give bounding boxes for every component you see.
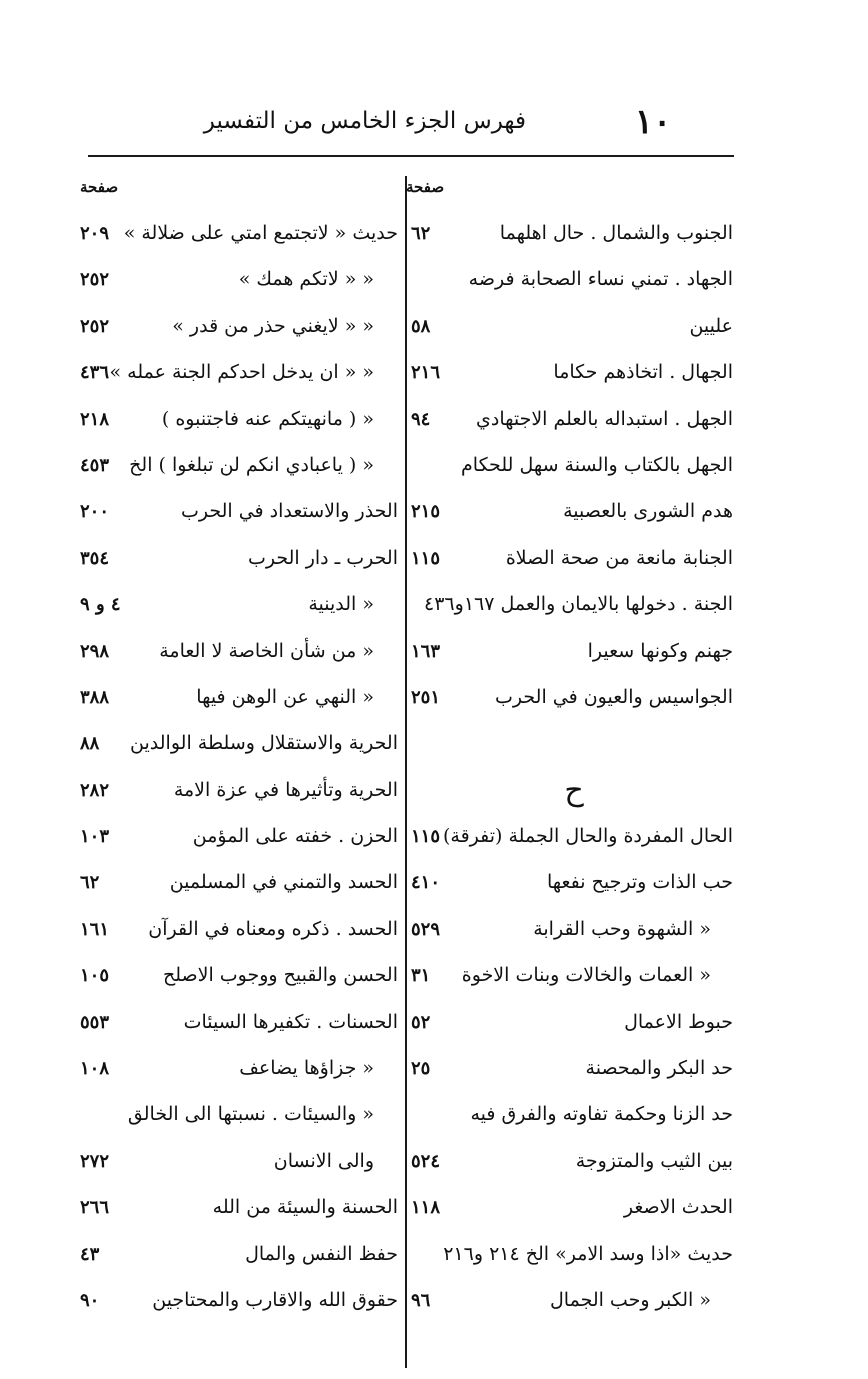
index-entry: [78, 724, 402, 770]
entry-page-number: ٦٢: [80, 872, 100, 894]
entry-text: الجهل . استبداله بالعلم الاجتهادي: [475, 407, 733, 430]
entry-text: حبوط الاعمال: [624, 1010, 733, 1033]
entry-text: الحسد والتمني في المسلمين: [169, 871, 398, 894]
entry-page-number: ١١٥: [411, 826, 441, 848]
index-entry: [409, 956, 739, 1002]
index-entry: [78, 632, 402, 678]
section-letter: [409, 771, 739, 817]
entry-page-number: ١٠٨: [80, 1058, 110, 1080]
entry-text: الحذر والاستعداد في الحرب: [180, 500, 398, 523]
entry-page-number: ١٠٣: [80, 826, 110, 848]
index-entry: [78, 260, 402, 306]
entry-text: الحسن والقبيح ووجوب الاصلح: [162, 964, 398, 987]
index-entry: [78, 771, 402, 817]
entry-page-number: ٤٣٦: [80, 362, 110, 384]
entry-page-number: ١١٥: [411, 547, 441, 569]
entry-text: « النهي عن الوهن فيها: [196, 685, 374, 708]
entry-text: حفظ النفس والمال: [245, 1242, 398, 1265]
index-entry: [78, 1003, 402, 1049]
entry-page-number: ٩٦: [411, 1289, 431, 1311]
index-entry: [78, 1281, 402, 1327]
index-entry: [409, 1188, 739, 1234]
header-rule: [88, 155, 734, 157]
index-entry: [78, 1188, 402, 1234]
entry-text: حد الزنا وحكمة تفاوته والفرق فيه: [470, 1103, 733, 1126]
entry-text: الحسنة والسيئة من الله: [212, 1196, 398, 1219]
index-entry: [78, 956, 402, 1002]
entry-text: الجواسيس والعيون في الحرب: [495, 685, 733, 708]
entry-page-number: ٥٨: [411, 315, 431, 337]
entry-page-number: ٢٥: [411, 1058, 431, 1080]
entry-page-number: ٢٥١: [411, 686, 441, 708]
entry-page-number: ١٠٥: [80, 965, 110, 987]
entry-text: حب الذات وترجيح نفعها: [546, 871, 733, 894]
entry-page-number: ٢٩٨: [80, 640, 110, 662]
entry-text: ح: [564, 772, 584, 808]
entry-text: الحسنات . تكفيرها السيئات: [183, 1010, 398, 1033]
index-entry: [78, 1049, 402, 1095]
entry-page-number: ١١٨: [411, 1197, 441, 1219]
entry-page-number: ٤٣: [80, 1243, 100, 1265]
index-entry: [78, 492, 402, 538]
entry-text: والى الانسان: [273, 1149, 374, 1172]
index-entry: [409, 863, 739, 909]
entry-text: الجنة . دخولها بالايمان والعمل ١٦٧و٤٣٦: [424, 593, 733, 616]
entry-text: الجهل بالكتاب والسنة سهل للحكام: [461, 453, 733, 476]
entry-text: « من شأن الخاصة لا العامة: [159, 639, 374, 662]
index-entry: [409, 632, 739, 678]
entry-page-number: ٨٨: [80, 733, 100, 755]
index-entry: [78, 1142, 402, 1188]
index-entry: [78, 1095, 402, 1141]
index-entry: [78, 585, 402, 631]
column-divider: [405, 176, 407, 1368]
index-entry: [409, 446, 739, 492]
entry-text: حقوق الله والاقارب والمحتاجين: [152, 1288, 398, 1311]
entry-page-number: ٥٢: [411, 1011, 431, 1033]
index-entry: [409, 724, 739, 770]
entry-page-number: ٥٥٣: [80, 1011, 110, 1033]
entry-text: « والسيئات . نسبتها الى الخالق: [127, 1103, 374, 1126]
entry-text: الحرية وتأثيرها في عزة الامة: [173, 778, 398, 801]
index-entry: [409, 817, 739, 863]
entry-page-number: ٦٢: [411, 223, 431, 244]
entry-text: « العمات والخالات وبنات الاخوة: [461, 964, 711, 987]
entry-page-number: ٩٠: [80, 1289, 100, 1311]
index-entry: [409, 492, 739, 538]
index-entry: [78, 863, 402, 909]
index-entry: [409, 1095, 739, 1141]
index-entry: [409, 539, 739, 585]
entry-text: الجهال . اتخاذهم حكاما: [553, 361, 733, 384]
entry-text: الجنابة مانعة من صحة الصلاة: [505, 546, 733, 569]
index-entry: [78, 678, 402, 724]
page-number: ١٠: [634, 102, 672, 142]
entry-page-number: ١٦٣: [411, 640, 441, 662]
entry-text: حد البكر والمحصنة: [585, 1057, 733, 1080]
entry-text: الحدث الاصغر: [623, 1196, 733, 1219]
index-entry: [409, 400, 739, 446]
index-entry: [78, 910, 402, 956]
entry-text: هدم الشورى بالعصبية: [563, 500, 733, 523]
index-entry: [78, 400, 402, 446]
entry-text: « ( ياعبادي انكم لن تبلغوا ) الخ: [129, 453, 374, 476]
index-entry: [409, 214, 739, 260]
entry-page-number: ٢٥٢: [80, 315, 110, 337]
entry-text: بين الثيب والمتزوجة: [575, 1149, 733, 1172]
entry-page-number: ٢١٥: [411, 501, 441, 523]
page-title: فهرس الجزء الخامس من التفسير: [203, 108, 526, 134]
entry-page-number: ٢٠٠: [80, 501, 110, 523]
entry-page-number: ٢٨٢: [80, 779, 110, 801]
entry-text: الجنوب والشمال . حال اهلهما: [499, 222, 733, 244]
entry-page-number: ٥٢٩: [411, 918, 441, 940]
right-index-column: [409, 214, 739, 1327]
entry-text: حديث «اذا وسد الامر» الخ ٢١٤ و٢١٦: [443, 1242, 733, 1265]
index-entry: [78, 539, 402, 585]
left-index-column: [78, 214, 402, 1327]
index-entry: [409, 260, 739, 306]
entry-text: « الشهوة وحب القرابة: [533, 917, 711, 940]
index-entry: [409, 1235, 739, 1281]
entry-page-number: ٣٨٨: [80, 686, 110, 708]
entry-page-number: ١٦١: [80, 918, 110, 940]
entry-text: الحرية والاستقلال وسلطة الوالدين: [130, 732, 398, 755]
entry-page-number: ٤ و ٩: [80, 594, 121, 616]
entry-text: الحال المفردة والحال الجملة (تفرقة): [442, 825, 733, 848]
index-entry: [78, 353, 402, 399]
index-entry: [78, 307, 402, 353]
index-entry: [409, 585, 739, 631]
index-entry: [409, 1142, 739, 1188]
entry-text: الحرب ـ دار الحرب: [247, 546, 398, 569]
right-column-header: صفحة: [406, 178, 445, 196]
entry-text: « جزاؤها يضاعف: [239, 1057, 374, 1080]
entry-text: الجهاد . تمني نساء الصحابة فرضه: [468, 268, 733, 291]
entry-text: « الدينية: [308, 593, 374, 616]
entry-page-number: ٣٥٤: [80, 547, 110, 569]
entry-page-number: ٤١٠: [411, 872, 441, 894]
entry-page-number: ٢٧٢: [80, 1150, 110, 1172]
entry-page-number: ٢١٨: [80, 408, 110, 430]
entry-page-number: ٤٥٣: [80, 454, 110, 476]
index-entry: [78, 817, 402, 863]
entry-text: الحزن . خفته على المؤمن: [192, 825, 398, 848]
index-entry: [409, 1281, 739, 1327]
index-entry: [78, 1235, 402, 1281]
entry-text: « ( مانهيتكم عنه فاجتنبوه ): [161, 407, 374, 430]
entry-text: « « لايغني حذر من قدر »: [172, 314, 374, 337]
index-entry: [409, 307, 739, 353]
entry-text: « الكبر وحب الجمال: [549, 1288, 711, 1311]
entry-page-number: ٥٢٤: [411, 1150, 441, 1172]
index-entry: [409, 1049, 739, 1095]
entry-page-number: ٩٤: [411, 408, 431, 430]
index-entry: [409, 353, 739, 399]
entry-text: حديث « لاتجتمع امتي على ضلالة »: [123, 222, 398, 244]
entry-page-number: ٢٠٩: [80, 223, 110, 244]
left-column-header: صفحة: [80, 178, 119, 196]
entry-text: « « لاتكم همك »: [238, 268, 374, 291]
index-entry: [78, 214, 402, 260]
index-entry: [409, 1003, 739, 1049]
entry-page-number: ٢٦٦: [80, 1197, 110, 1219]
entry-text: عليين: [689, 314, 733, 337]
entry-page-number: ٣١: [411, 965, 431, 987]
entry-text: الحسد . ذكره ومعناه في القرآن: [148, 917, 398, 940]
index-entry: [409, 678, 739, 724]
index-entry: [409, 910, 739, 956]
index-entry: [78, 446, 402, 492]
entry-text: جهنم وكونها سعيرا: [587, 639, 733, 662]
entry-page-number: ٢٥٢: [80, 269, 110, 291]
entry-page-number: ٢١٦: [411, 362, 441, 384]
entry-text: « « ان يدخل احدكم الجنة عمله »: [109, 361, 374, 384]
